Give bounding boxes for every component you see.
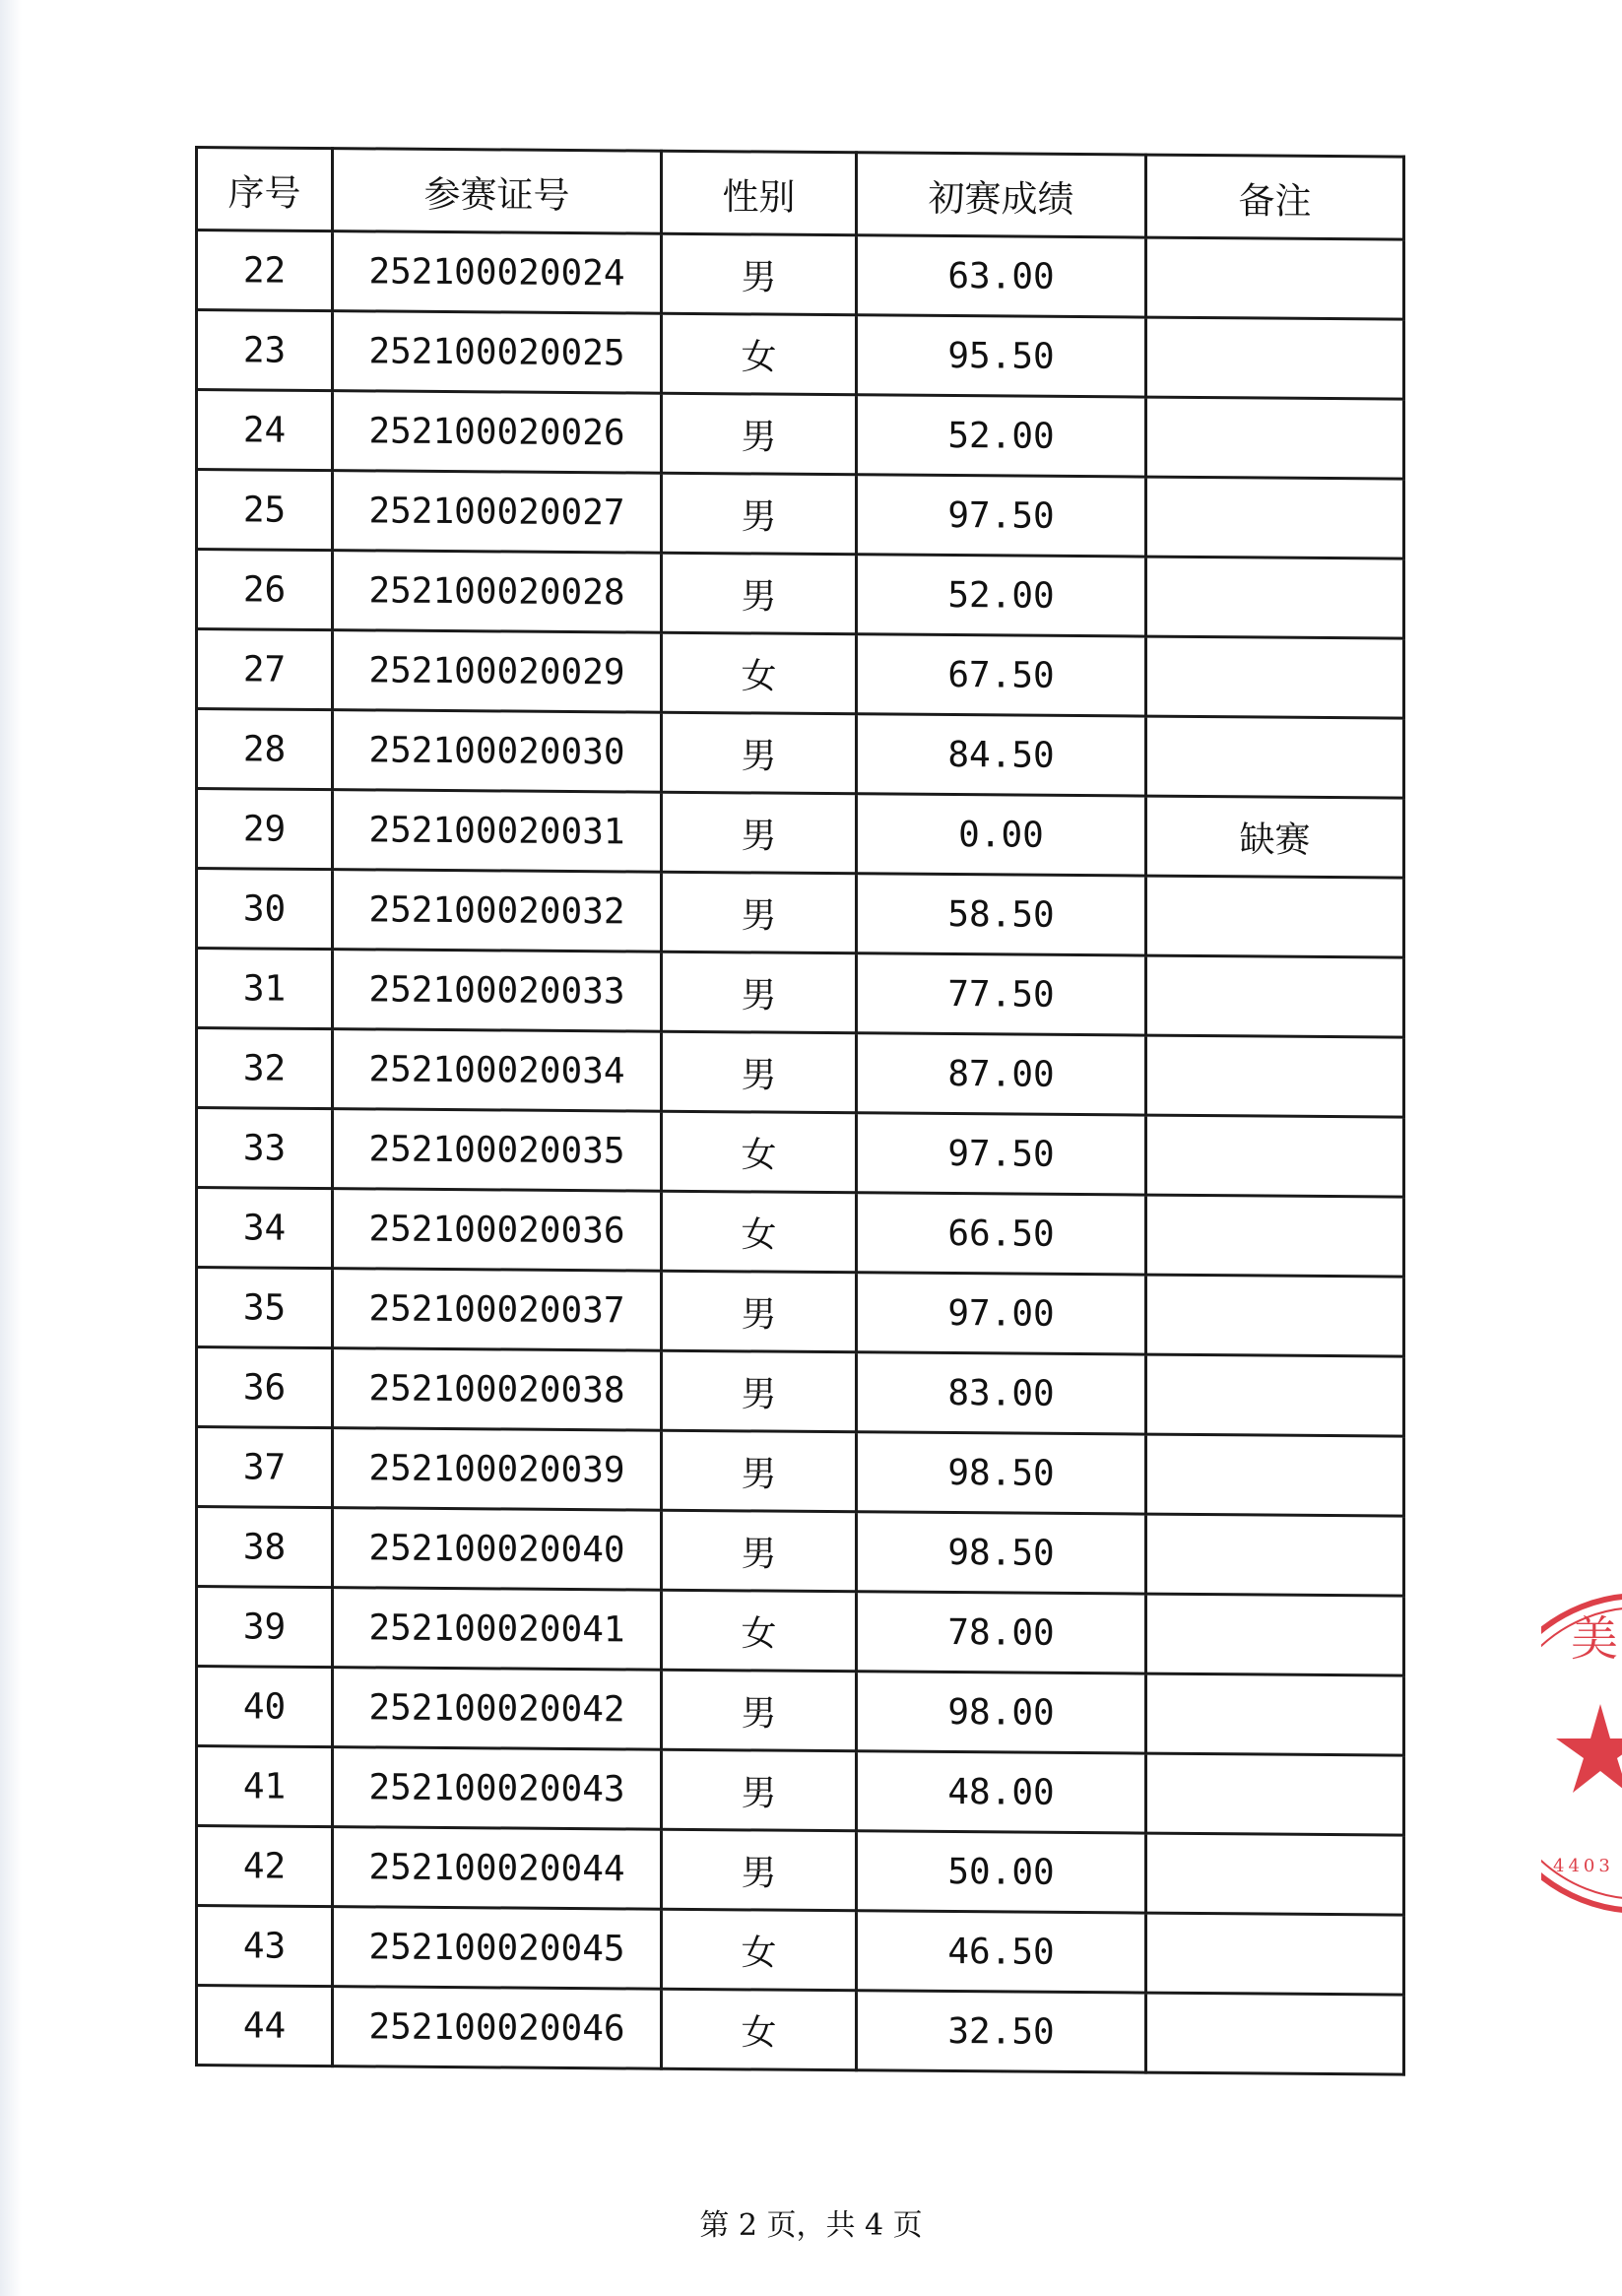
cell-entry-id: 252100020032 <box>333 870 662 952</box>
cell-gender: 男 <box>662 473 857 555</box>
cell-note <box>1146 636 1404 718</box>
cell-no: 26 <box>197 550 333 630</box>
cell-note <box>1146 1594 1404 1675</box>
table-row <box>197 1906 1404 1996</box>
cell-note <box>1146 1993 1404 2074</box>
cell-no: 34 <box>197 1188 333 1269</box>
header-no: 序号 <box>197 148 333 231</box>
cell-gender: 男 <box>662 233 857 315</box>
cell-note <box>1146 397 1404 479</box>
table-row <box>197 1746 1404 1836</box>
cell-no: 38 <box>197 1507 333 1588</box>
cell-no: 22 <box>197 230 333 311</box>
cell-entry-id: 252100020035 <box>333 1109 662 1192</box>
table-row <box>197 1587 1404 1676</box>
cell-no: 27 <box>197 629 333 710</box>
cell-entry-id: 252100020027 <box>333 471 662 554</box>
cell-entry-id: 252100020024 <box>333 231 662 314</box>
cell-no: 23 <box>197 310 333 391</box>
seal-star-icon <box>1556 1704 1622 1793</box>
table-row <box>197 470 1404 559</box>
official-seal <box>1541 1576 1622 1931</box>
table-row <box>197 1667 1404 1756</box>
cell-gender: 男 <box>662 1749 857 1831</box>
cell-gender: 男 <box>662 1430 857 1512</box>
table-body <box>197 230 1404 2075</box>
cell-no: 42 <box>197 1826 333 1907</box>
cell-gender: 男 <box>662 1670 857 1751</box>
cell-note <box>1146 477 1404 558</box>
table-row <box>197 789 1404 879</box>
cell-no: 30 <box>197 869 333 950</box>
cell-entry-id: 252100020042 <box>333 1668 662 1750</box>
cell-no: 40 <box>197 1667 333 1747</box>
table-row <box>197 550 1404 639</box>
cell-score: 98.50 <box>857 1432 1146 1514</box>
cell-note <box>1146 1354 1404 1436</box>
cell-no: 39 <box>197 1587 333 1668</box>
table-row <box>197 390 1404 480</box>
cell-no: 43 <box>197 1906 333 1987</box>
cell-score: 67.50 <box>857 634 1146 716</box>
cell-gender: 女 <box>662 632 857 714</box>
table-row <box>197 1347 1404 1437</box>
cell-no: 41 <box>197 1746 333 1827</box>
header-score: 初赛成绩 <box>857 153 1146 237</box>
cell-entry-id: 252100020045 <box>333 1907 662 1990</box>
cell-no: 37 <box>197 1427 333 1508</box>
cell-score: 52.00 <box>857 395 1146 477</box>
table-row <box>197 1507 1404 1597</box>
header-entry-id: 参赛证号 <box>333 149 662 234</box>
table-header-row <box>197 148 1404 240</box>
cell-gender: 男 <box>662 1031 857 1113</box>
cell-note <box>1146 317 1404 399</box>
cell-gender: 男 <box>662 1350 857 1432</box>
cell-no: 33 <box>197 1108 333 1189</box>
cell-gender: 男 <box>662 1271 857 1352</box>
cell-note <box>1146 1195 1404 1277</box>
cell-note <box>1146 1115 1404 1197</box>
cell-gender: 男 <box>662 553 857 634</box>
cell-score: 63.00 <box>857 235 1146 317</box>
cell-score: 50.00 <box>857 1831 1146 1913</box>
cell-score: 78.00 <box>857 1592 1146 1673</box>
cell-score: 66.50 <box>857 1193 1146 1275</box>
cell-gender: 男 <box>662 393 857 475</box>
cell-note <box>1146 1833 1404 1915</box>
cell-entry-id: 252100020029 <box>333 630 662 713</box>
cell-note <box>1146 557 1404 638</box>
header-note: 备注 <box>1146 155 1404 239</box>
cell-gender: 女 <box>662 1111 857 1193</box>
cell-note <box>1146 237 1404 319</box>
cell-gender: 男 <box>662 1510 857 1592</box>
cell-gender: 男 <box>662 872 857 953</box>
cell-score: 87.00 <box>857 1033 1146 1115</box>
cell-score: 46.50 <box>857 1911 1146 1993</box>
cell-entry-id: 252100020031 <box>333 790 662 873</box>
cell-note: 缺赛 <box>1146 796 1404 878</box>
table-row <box>197 1108 1404 1198</box>
table-row <box>197 1826 1404 1916</box>
cell-entry-id: 252100020040 <box>333 1508 662 1591</box>
cell-score: 32.50 <box>857 1991 1146 2072</box>
table-row <box>197 949 1404 1038</box>
cell-score: 98.50 <box>857 1512 1146 1594</box>
cell-gender: 男 <box>662 712 857 794</box>
seal-code: 4403 <box>1553 1856 1614 1876</box>
cell-no: 28 <box>197 709 333 790</box>
cell-entry-id: 252100020037 <box>333 1269 662 1351</box>
table-row <box>197 1188 1404 1278</box>
cell-no: 24 <box>197 390 333 471</box>
table-row <box>197 709 1404 799</box>
cell-note <box>1146 1753 1404 1835</box>
cell-note <box>1146 716 1404 798</box>
table-row <box>197 1268 1404 1357</box>
cell-entry-id: 252100020034 <box>333 1029 662 1112</box>
cell-entry-id: 252100020030 <box>333 710 662 793</box>
cell-note <box>1146 955 1404 1037</box>
seal-char: 美 <box>1571 1611 1619 1667</box>
cell-no: 44 <box>197 1986 333 2066</box>
cell-score: 84.50 <box>857 714 1146 796</box>
cell-gender: 男 <box>662 951 857 1033</box>
cell-no: 32 <box>197 1028 333 1109</box>
cell-no: 29 <box>197 789 333 870</box>
cell-note <box>1146 876 1404 957</box>
cell-no: 35 <box>197 1268 333 1348</box>
cell-gender: 女 <box>662 313 857 395</box>
table-row <box>197 1427 1404 1517</box>
table-row <box>197 869 1404 958</box>
cell-entry-id: 252100020033 <box>333 950 662 1032</box>
cell-score: 83.00 <box>857 1352 1146 1434</box>
table-row <box>197 230 1404 320</box>
cell-score: 52.00 <box>857 555 1146 636</box>
cell-entry-id: 252100020036 <box>333 1189 662 1272</box>
cell-gender: 男 <box>662 1829 857 1911</box>
cell-score: 97.50 <box>857 1113 1146 1195</box>
cell-gender: 女 <box>662 1590 857 1672</box>
cell-entry-id: 252100020038 <box>333 1348 662 1431</box>
cell-score: 97.50 <box>857 475 1146 557</box>
cell-entry-id: 252100020039 <box>333 1428 662 1511</box>
cell-note <box>1146 1275 1404 1356</box>
table-row <box>197 1986 1404 2075</box>
cell-score: 95.50 <box>857 315 1146 397</box>
table-row <box>197 629 1404 719</box>
cell-entry-id: 252100020046 <box>333 1987 662 2069</box>
cell-gender: 女 <box>662 1909 857 1991</box>
cell-gender: 女 <box>662 1191 857 1273</box>
table-row <box>197 1028 1404 1118</box>
cell-gender: 女 <box>662 1989 857 2070</box>
cell-score: 58.50 <box>857 874 1146 955</box>
cell-no: 31 <box>197 949 333 1029</box>
score-table <box>195 146 1405 2076</box>
cell-score: 0.00 <box>857 794 1146 876</box>
cell-entry-id: 252100020044 <box>333 1827 662 1910</box>
cell-note <box>1146 1913 1404 1995</box>
cell-score: 48.00 <box>857 1751 1146 1833</box>
cell-entry-id: 252100020043 <box>333 1747 662 1830</box>
cell-note <box>1146 1434 1404 1516</box>
cell-no: 25 <box>197 470 333 551</box>
cell-entry-id: 252100020026 <box>333 391 662 474</box>
header-gender: 性别 <box>662 151 857 235</box>
cell-note <box>1146 1673 1404 1755</box>
cell-entry-id: 252100020028 <box>333 551 662 633</box>
table-row <box>197 310 1404 400</box>
cell-note <box>1146 1035 1404 1117</box>
cell-gender: 男 <box>662 792 857 874</box>
cell-note <box>1146 1514 1404 1596</box>
page-number: 第 2 页，共 4 页 <box>699 2208 923 2243</box>
cell-no: 36 <box>197 1347 333 1428</box>
cell-entry-id: 252100020041 <box>333 1588 662 1671</box>
cell-entry-id: 252100020025 <box>333 311 662 394</box>
cell-score: 98.00 <box>857 1672 1146 1753</box>
cell-score: 77.50 <box>857 953 1146 1035</box>
cell-score: 97.00 <box>857 1273 1146 1354</box>
scan-edge <box>0 0 22 2296</box>
